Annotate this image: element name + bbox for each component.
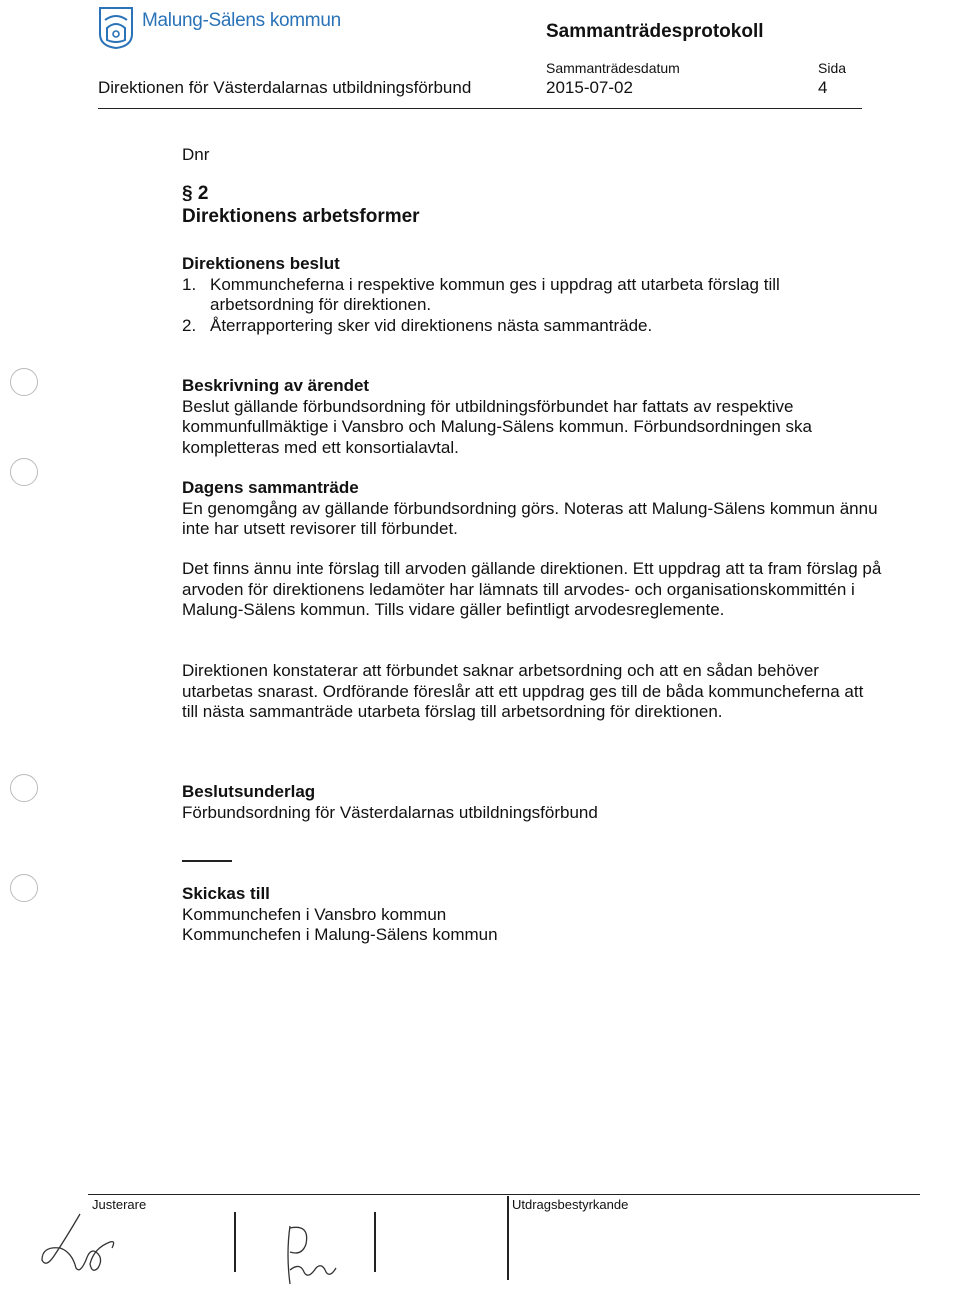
section-number: § 2	[182, 183, 209, 204]
meeting-paragraph: Det finns ännu inte förslag till arvoden gällande direktionen. Ett uppdrag att ta fram förslag på arvoden för direktionens ledamöter har lämnats till arvodes- och organisationskommittén i Malung-Sälens kommun. Tills vidare gäller befintligt arvodesreglemente.	[182, 559, 882, 619]
punch-hole-mark	[10, 368, 38, 396]
sent-to-section	[182, 884, 882, 946]
description-section	[182, 376, 882, 458]
meeting-paragraph: Direktionen konstaterar att förbundet saknar arbetsordning och att en sådan behöver utarbetas snarast. Ordförande föreslår att ett uppdrag ges till de båda kommuncheferna att till nästa sammanträde utarbeta förslag till arbetsordning för direktionen.	[182, 661, 864, 721]
header-divider	[98, 108, 862, 109]
basis-heading: Beslutsunderlag	[182, 782, 316, 801]
punch-hole-mark	[10, 774, 38, 802]
sent-to-recipient: Kommunchefen i Malung-Sälens kommun	[182, 925, 498, 944]
punch-hole-mark	[10, 458, 38, 486]
signature-divider	[374, 1212, 376, 1272]
logo-text: Malung-Sälens kommun	[142, 10, 341, 31]
basis-section	[182, 782, 882, 823]
basis-text: Förbundsordning för Västerdalarnas utbildningsförbund	[182, 802, 598, 822]
decision-item-number: 2.	[182, 315, 197, 335]
meeting-section	[182, 478, 882, 540]
decision-section	[182, 254, 882, 336]
meeting-date-label: Sammanträdesdatum	[546, 60, 680, 76]
adjuster-label: Justerare	[92, 1197, 147, 1212]
case-number-label: Dnr	[182, 145, 210, 164]
sent-to-heading: Skickas till	[182, 884, 270, 903]
signature-mark-icon	[36, 1208, 126, 1278]
page-label: Sida	[818, 60, 847, 76]
footer-divider	[88, 1194, 920, 1195]
municipal-coat-of-arms-icon	[98, 6, 134, 50]
sent-to-recipient: Kommunchefen i Vansbro kommun	[182, 904, 447, 924]
certification-label: Utdragsbestyrkande	[512, 1197, 629, 1212]
separator-line	[182, 860, 232, 862]
organization-name: Direktionen för Västerdalarnas utbildningsförbund	[98, 78, 472, 97]
description-heading: Beskrivning av ärendet	[182, 376, 370, 395]
signature-divider	[507, 1196, 509, 1280]
description-text: Beslut gällande förbundsordning för utbildningsförbundet har fattats av respektive kommunfullmäktige i Vansbro och Malung-Sälens kommun. Förbundsordningen ska kompletteras med ett konsortialavtal.	[182, 396, 812, 457]
decision-item-text: Återrapportering sker vid direktionens nästa sammanträde.	[210, 315, 653, 335]
document-title: Sammanträdesprotokoll	[546, 21, 764, 42]
meeting-paragraph: En genomgång av gällande förbundsordning görs. Noteras att Malung-Sälens kommun ännu inte har utsett revisorer till förbundet.	[182, 498, 878, 538]
signature-divider	[234, 1212, 236, 1272]
decision-item-number: 1.	[182, 274, 197, 294]
punch-hole-mark	[10, 874, 38, 902]
section-title: Direktionens arbetsformer	[182, 205, 420, 227]
decision-heading: Direktionens beslut	[182, 254, 340, 273]
decision-item	[182, 275, 882, 316]
signature-mark-icon	[270, 1218, 350, 1290]
decision-item-text: Kommuncheferna i respektive kommun ges i uppdrag att utarbeta förslag till arbetsordning för direktionen.	[210, 274, 780, 314]
meeting-date-value: 2015-07-02	[546, 78, 633, 97]
decision-item	[182, 316, 882, 337]
page-number: 4	[818, 78, 828, 97]
decision-list	[182, 275, 882, 337]
meeting-heading: Dagens sammanträde	[182, 478, 359, 497]
